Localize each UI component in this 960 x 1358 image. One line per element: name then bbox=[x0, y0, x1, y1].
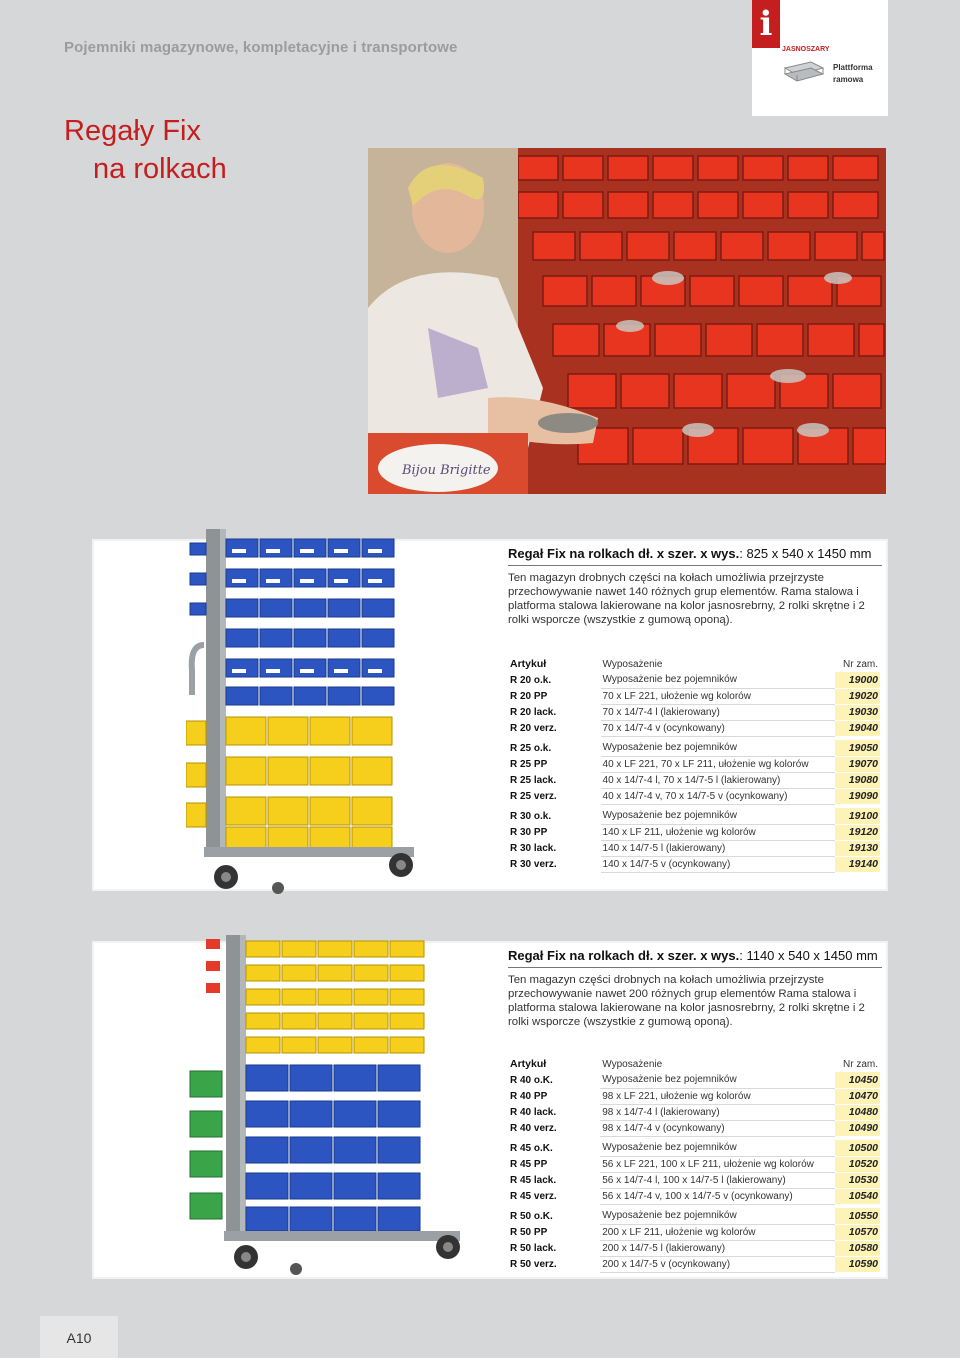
article-cell: R 45 PP bbox=[510, 1158, 548, 1170]
table-row bbox=[508, 808, 880, 824]
table-row bbox=[508, 704, 880, 720]
article-cell: R 30 lack. bbox=[510, 842, 557, 854]
warehouse-photo-image bbox=[368, 148, 886, 494]
spec-table bbox=[508, 1056, 880, 1273]
table-row bbox=[508, 1104, 880, 1120]
table-row bbox=[508, 688, 880, 704]
table-row bbox=[508, 1120, 880, 1136]
article-cell: R 25 verz. bbox=[510, 790, 557, 802]
equipment-cell: Wyposażenie bez pojemników bbox=[600, 1072, 834, 1088]
tab-color-label: JASNOSZARY bbox=[782, 46, 830, 53]
order-number-cell: 19000 bbox=[835, 672, 880, 688]
article-cell: R 50 o.K. bbox=[510, 1210, 553, 1222]
equipment-cell: 98 x LF 221, ułożenie wg kolorów bbox=[600, 1088, 834, 1104]
product-title bbox=[508, 948, 878, 963]
equipment-cell: 70 x 14/7-4 v (ocynkowany) bbox=[601, 720, 835, 736]
order-number-cell: 19020 bbox=[835, 688, 880, 704]
article-cell: R 20 PP bbox=[510, 690, 548, 702]
order-number-cell: 10500 bbox=[835, 1140, 880, 1156]
equipment-cell: 56 x 14/7-4 l, 100 x 14/7-5 l (lakierowany) bbox=[600, 1172, 834, 1188]
article-cell: R 25 PP bbox=[510, 758, 548, 770]
order-number-cell: 10450 bbox=[835, 1072, 880, 1088]
table-row bbox=[508, 1072, 880, 1088]
table-row bbox=[508, 720, 880, 736]
equipment-cell: 56 x LF 221, 100 x LF 211, ułożenie wg kolorów bbox=[600, 1156, 834, 1172]
article-cell: R 45 lack. bbox=[510, 1174, 557, 1186]
table-row bbox=[508, 672, 880, 688]
equipment-cell: 140 x LF 211, ułożenie wg kolorów bbox=[601, 824, 835, 840]
article-cell: R 40 o.K. bbox=[510, 1074, 553, 1086]
product-title-label: Regał Fix na rolkach dł. x szer. x wys. bbox=[508, 546, 740, 561]
product-panel-2 bbox=[92, 941, 888, 1279]
order-number-cell: 10490 bbox=[835, 1120, 880, 1136]
article-cell: R 50 lack. bbox=[510, 1242, 557, 1254]
title-divider bbox=[508, 967, 882, 968]
order-number-cell: 19080 bbox=[835, 772, 880, 788]
table-row bbox=[508, 824, 880, 840]
order-number-cell: 19050 bbox=[835, 740, 880, 756]
order-number-cell: 19120 bbox=[835, 824, 880, 840]
order-number-cell: 10550 bbox=[835, 1208, 880, 1224]
equipment-cell: 40 x 14/7-4 l, 70 x 14/7-5 l (lakierowany) bbox=[601, 772, 835, 788]
article-cell: R 45 o.K. bbox=[510, 1142, 553, 1154]
table-row bbox=[508, 1140, 880, 1156]
col-header-equipment: Wyposażenie bbox=[602, 1058, 663, 1070]
table-row bbox=[508, 1240, 880, 1256]
product-photo bbox=[368, 148, 886, 494]
article-cell: R 50 verz. bbox=[510, 1258, 557, 1270]
equipment-cell: Wyposażenie bez pojemników bbox=[601, 740, 835, 756]
article-cell: R 40 lack. bbox=[510, 1106, 557, 1118]
article-cell: R 50 PP bbox=[510, 1226, 548, 1238]
col-header-order-no: Nr zam. bbox=[843, 658, 878, 670]
article-cell: R 25 o.k. bbox=[510, 742, 552, 754]
article-cell: R 20 verz. bbox=[510, 722, 557, 734]
info-icon: i bbox=[759, 4, 773, 44]
table-row bbox=[508, 1224, 880, 1240]
category-title: Pojemniki magazynowe, kompletacyjne i transportowe bbox=[64, 39, 458, 56]
order-number-cell: 10530 bbox=[835, 1172, 880, 1188]
product-title bbox=[508, 546, 871, 561]
table-row bbox=[508, 756, 880, 772]
equipment-cell: 98 x 14/7-4 l (lakierowany) bbox=[600, 1104, 834, 1120]
product-description: Ten magazyn drobnych części na kołach umożliwia przejrzyste przechowywanie nawet 140 różnych grup elementów. Rama stalowa i platforma stalowa lakierowane na kolor jasnosrebrny, 2 rolki skrętne i 2 rolki wsporcze (wszystkie z gumową oponą). bbox=[508, 572, 865, 626]
rack-illustration-yellow-blue-green bbox=[186, 931, 462, 1281]
equipment-cell: Wyposażenie bez pojemników bbox=[600, 1140, 834, 1156]
article-cell: R 25 lack. bbox=[510, 774, 557, 786]
spec-table bbox=[508, 656, 880, 873]
equipment-cell: 200 x LF 211, ułożenie wg kolorów bbox=[600, 1224, 834, 1240]
order-number-cell: 19130 bbox=[835, 840, 880, 856]
order-number-cell: 19030 bbox=[835, 704, 880, 720]
title-divider bbox=[508, 565, 882, 566]
order-number-cell: 19090 bbox=[835, 788, 880, 804]
equipment-cell: 40 x LF 221, 70 x LF 211, ułożenie wg kolorów bbox=[601, 756, 835, 772]
table-row bbox=[508, 856, 880, 872]
article-cell: R 40 PP bbox=[510, 1090, 548, 1102]
svg-text:Bijou Brigitte: Bijou Brigitte bbox=[402, 463, 491, 478]
article-cell: R 20 o.k. bbox=[510, 674, 552, 686]
order-number-cell: 19040 bbox=[835, 720, 880, 736]
order-number-cell: 10570 bbox=[835, 1224, 880, 1240]
order-number-cell: 19070 bbox=[835, 756, 880, 772]
equipment-cell: Wyposażenie bez pojemników bbox=[601, 672, 835, 688]
table-row bbox=[508, 772, 880, 788]
platform-icon bbox=[783, 58, 825, 84]
equipment-cell: 140 x 14/7-5 v (ocynkowany) bbox=[601, 856, 835, 872]
order-number-cell: 10520 bbox=[835, 1156, 880, 1172]
table-row bbox=[508, 1156, 880, 1172]
page-title-line1: Regały Fix bbox=[64, 115, 201, 147]
order-number-cell: 10470 bbox=[835, 1088, 880, 1104]
equipment-cell: 140 x 14/7-5 l (lakierowany) bbox=[601, 840, 835, 856]
table-row bbox=[508, 1088, 880, 1104]
equipment-cell: 70 x LF 221, ułożenie wg kolorów bbox=[601, 688, 835, 704]
equipment-cell: 56 x 14/7-4 v, 100 x 14/7-5 v (ocynkowany) bbox=[600, 1188, 834, 1204]
article-cell: R 45 verz. bbox=[510, 1190, 557, 1202]
equipment-cell: Wyposażenie bez pojemników bbox=[601, 808, 835, 824]
order-number-cell: 10540 bbox=[835, 1188, 880, 1204]
table-row bbox=[508, 840, 880, 856]
page-number: A10 bbox=[40, 1316, 118, 1358]
table-row bbox=[508, 788, 880, 804]
col-header-equipment: Wyposażenie bbox=[602, 658, 663, 670]
product-description: Ten magazyn części drobnych na kołach umożliwia przejrzyste przechowywanie nawet 200 różnych grup elementów Rama stalowa i platforma stalowa lakierowane na kolor jasnosrebrny, 2 rolki skrętne i 2 rolki wsporcze (wszystkie z gumową oponą). bbox=[508, 974, 865, 1028]
table-row bbox=[508, 1188, 880, 1204]
page-title-line2: na rolkach bbox=[93, 153, 227, 185]
page-title bbox=[64, 112, 227, 188]
col-header-article: Artykuł bbox=[510, 658, 547, 670]
equipment-cell: Wyposażenie bez pojemników bbox=[600, 1208, 834, 1224]
equipment-cell: 70 x 14/7-4 l (lakierowany) bbox=[601, 704, 835, 720]
rack-illustration-blue-yellow bbox=[186, 525, 426, 895]
order-number-cell: 10580 bbox=[835, 1240, 880, 1256]
col-header-article: Artykuł bbox=[510, 1058, 547, 1070]
product-dimensions: : 1140 x 540 x 1450 mm bbox=[739, 948, 878, 963]
product-dimensions: : 825 x 540 x 1450 mm bbox=[739, 546, 872, 561]
table-row bbox=[508, 740, 880, 756]
table-row bbox=[508, 1172, 880, 1188]
table-row bbox=[508, 1208, 880, 1224]
article-cell: R 30 verz. bbox=[510, 858, 557, 870]
equipment-cell: 200 x 14/7-5 v (ocynkowany) bbox=[600, 1256, 834, 1272]
product-title-label: Regał Fix na rolkach dł. x szer. x wys. bbox=[508, 948, 740, 963]
equipment-cell: 200 x 14/7-5 l (lakierowany) bbox=[600, 1240, 834, 1256]
equipment-cell: 40 x 14/7-4 v, 70 x 14/7-5 v (ocynkowany) bbox=[601, 788, 835, 804]
order-number-cell: 19100 bbox=[835, 808, 880, 824]
article-cell: R 30 o.k. bbox=[510, 810, 552, 822]
order-number-cell: 10480 bbox=[835, 1104, 880, 1120]
order-number-cell: 10590 bbox=[835, 1256, 880, 1272]
article-cell: R 40 verz. bbox=[510, 1122, 557, 1134]
equipment-cell: 98 x 14/7-4 v (ocynkowany) bbox=[600, 1120, 834, 1136]
article-cell: R 30 PP bbox=[510, 826, 548, 838]
col-header-order-no: Nr zam. bbox=[843, 1058, 878, 1070]
tab-subtitle: Plattforma ramowa bbox=[833, 63, 873, 84]
article-cell: R 20 lack. bbox=[510, 706, 557, 718]
order-number-cell: 19140 bbox=[835, 856, 880, 872]
table-row bbox=[508, 1256, 880, 1272]
product-panel-1 bbox=[92, 539, 888, 891]
